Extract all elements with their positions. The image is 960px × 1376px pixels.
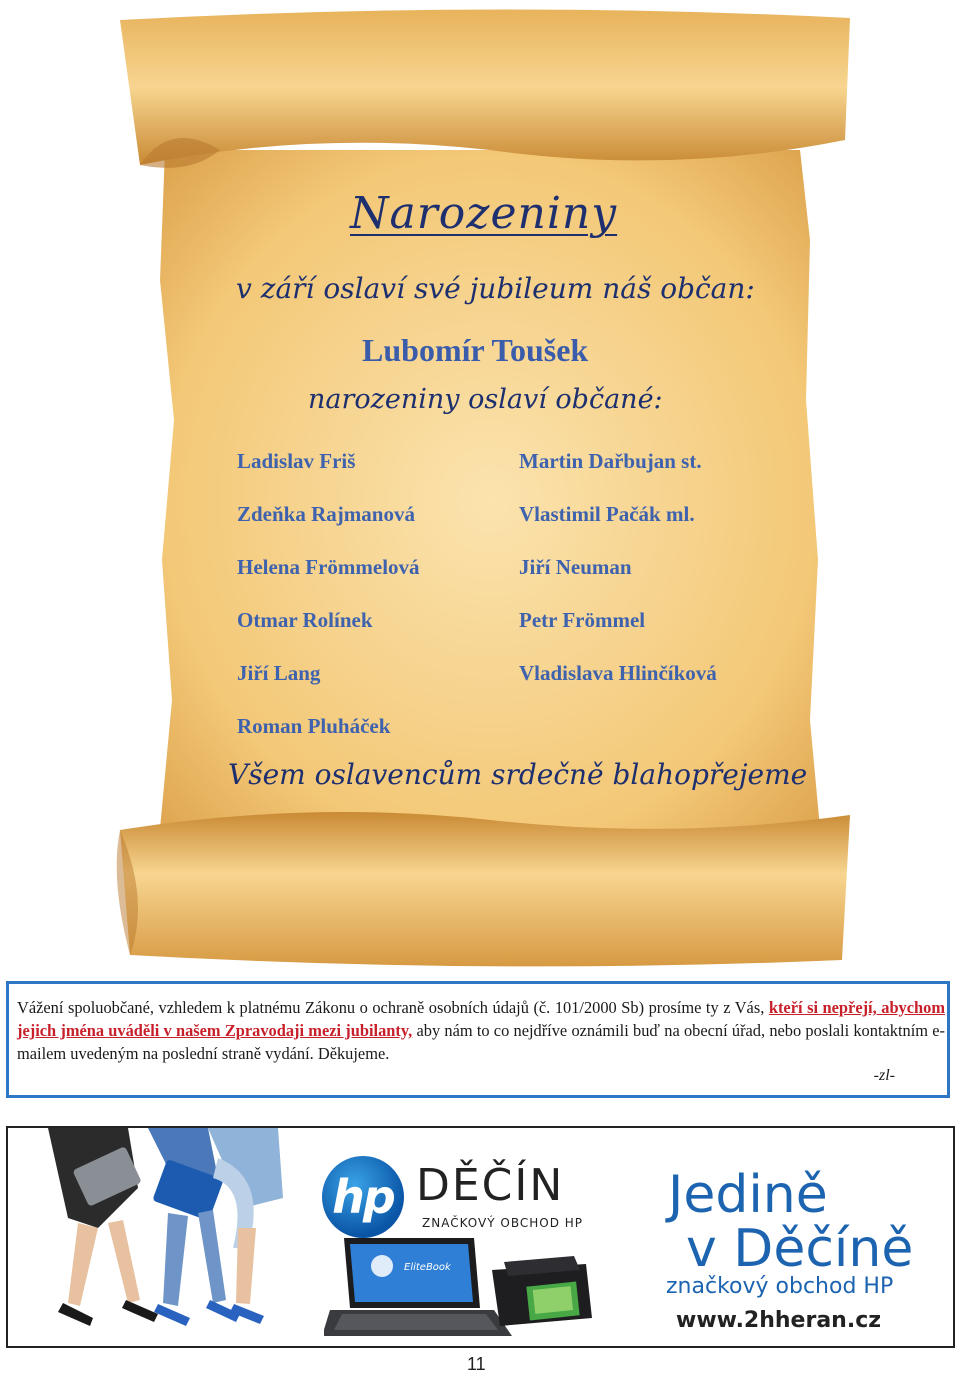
birthday-subtitle: narozeniny oslaví občané: — [308, 384, 663, 415]
scroll-content — [110, 0, 860, 975]
notice-text-end: aby nám to co nejdříve oznámili buď na obecní úřad, nebo poslali kontaktním e-mailem uvedeným na poslední straně vydání. Děkujeme. — [17, 1021, 945, 1063]
list-item: Otmar Rolínek — [237, 608, 373, 632]
store-subtitle: ZNAČKOVÝ OBCHOD HP — [422, 1216, 584, 1230]
jubilee-subtitle: v září oslaví své jubileum náš občan: — [236, 272, 755, 305]
list-item: Jiří Neuman — [519, 555, 632, 579]
list-item: Helena Frömmelová — [237, 555, 420, 579]
page-title: Narozeniny — [350, 188, 618, 239]
hp-store-advertisement — [6, 1126, 955, 1348]
list-item: Zdeňka Rajmanová — [237, 502, 415, 526]
privacy-notice-box — [6, 981, 950, 1098]
names-column-left — [237, 448, 420, 766]
models-illustration — [8, 1128, 308, 1346]
notice-text-start: Vážení spoluobčané, vzhledem k platnému Zákonu o ochraně osobních údajů (č. 101/2000 Sb) prosíme ty z Vás, — [17, 998, 769, 1017]
privacy-notice-text — [17, 996, 945, 1065]
products-illustration — [324, 1232, 594, 1342]
list-item: Vladislava Hlinčíková — [519, 661, 717, 685]
list-item: Jiří Lang — [237, 661, 321, 685]
laptop-brand-label: EliteBook — [404, 1262, 451, 1273]
store-website-link[interactable]: www.2hheran.cz — [676, 1308, 882, 1333]
slogan-line-3: značkový obchod HP — [666, 1274, 894, 1299]
closing-greeting: Všem oslavencům srdečně blahopřejeme — [228, 758, 808, 791]
page-number: 11 — [467, 1354, 486, 1374]
list-item: Roman Pluháček — [237, 714, 391, 738]
slogan-line-2: v Děčíně — [686, 1219, 914, 1279]
parchment-scroll — [110, 0, 860, 975]
list-item: Vlastimil Pačák ml. — [519, 502, 695, 526]
names-column-right — [519, 448, 717, 713]
store-city: DĚČÍN — [416, 1160, 565, 1211]
slogan-line-1: Jedině — [668, 1165, 828, 1225]
notice-signature: -zl- — [873, 1067, 895, 1084]
list-item: Petr Frömmel — [519, 608, 646, 632]
honoree-name: Lubomír Toušek — [362, 332, 589, 368]
notice-text-highlight: kteří si nepřejí, abychom jejich jména uváděli v našem Zpravodaji mezi jubilanty, — [17, 998, 945, 1040]
list-item: Martin Dařbujan st. — [519, 449, 702, 473]
hp-logo: hp — [322, 1156, 404, 1238]
list-item: Ladislav Friš — [237, 449, 356, 473]
